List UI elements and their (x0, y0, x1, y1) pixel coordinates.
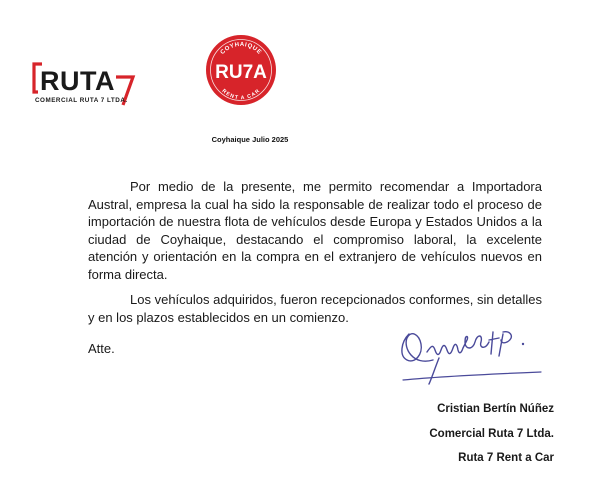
ruta-7-logo (32, 62, 142, 108)
signer-brand: Ruta 7 Rent a Car (458, 452, 554, 464)
letter-paragraph: Por medio de la presente, me permito recomendar a Importadora Austral, empresa la cual ha sido la responsable de realizar todo el proceso de importación de nuestra flota de vehículos desde Europa y Estados Unidos a la ciudad de Coyhaique, destacando el compromiso laboral, la excelente atención y orientación en la compra en el extranjero de vehículos nuevos en forma directa. (88, 179, 542, 282)
signer-name: Cristian Bertín Núñez (437, 403, 554, 415)
rent-a-car-badge (205, 34, 277, 106)
badge-top-text: COYHAIQUE (219, 41, 263, 56)
handwritten-signature-icon (395, 320, 545, 390)
logo-tagline: COMERCIAL RUTA 7 LTDA. (35, 97, 128, 104)
badge-center-text: RU7A (215, 62, 267, 83)
logo-wordmark: RUTA (40, 66, 115, 96)
letter-paragraph: Los vehículos adquiridos, fueron recepcionados conformes, sin detalles y en los plazos establecidos en un comienzo. (88, 292, 542, 325)
signer-company: Comercial Ruta 7 Ltda. (429, 428, 554, 440)
badge-bottom-text: RENT A CAR (220, 88, 262, 102)
date-line: Coyhaique Julio 2025 (211, 135, 289, 144)
signature-image (395, 320, 545, 390)
closing-text: Atte. (88, 341, 115, 356)
ruta-7-circular-badge-icon (205, 34, 277, 106)
letter-body (88, 178, 542, 326)
